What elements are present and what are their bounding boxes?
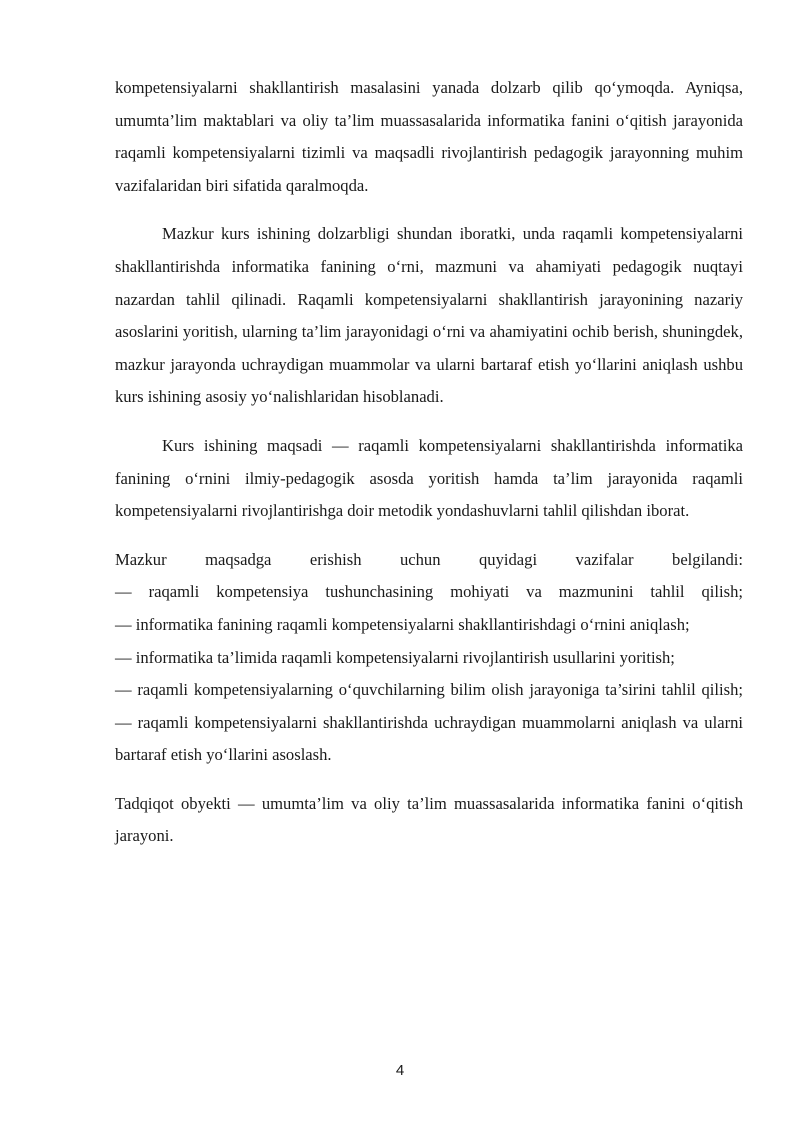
paragraph-relevance: Mazkur kurs ishining dolzarbligi shundan iboratki, unda raqamli kompetensiyalarni shakllantirishda informatika fanining o‘rni, mazmuni va ahamiyati pedagogik nuqtayi nazardan tahlil qilinadi. Raqamli kompetensiyalarni shakllantirish jarayonining nazariy asoslarini yoritish, ularning ta’lim jarayonidagi o‘rni va ahamiyatini ochib berish, shuningdek, mazkur jarayonda uchraydigan muammolar va ularni bartaraf etish yo‘llarini aniqlash ushbu kurs ishining asosiy yo‘nalishlaridan hisoblanadi.	[115, 224, 743, 407]
paragraph-purpose: Kurs ishining maqsadi — raqamli kompetensiyalarni shakllantirishda informatika fanining o‘rnini ilmiy-pedagogik asosda yoritish hamda ta’lim jarayonida raqamli kompetensiyalarni rivojlantirishga doir metodik yondashuvlarni tahlil qilishdan iborat.	[115, 435, 743, 521]
task-item: — raqamli kompetensiya tushunchasining mohiyati va mazmunini tahlil qilish;	[115, 582, 743, 602]
task-item: — raqamli kompetensiyalarning o‘quvchilarning bilim olish jarayoniga ta’sirini tahlil qilish;	[115, 680, 743, 700]
paragraph-research-object: Tadqiqot obyekti — umumta’lim va oliy ta’lim muassasalarida informatika fanini o‘qitish jarayoni.	[115, 793, 743, 846]
document-page	[115, 72, 743, 853]
tasks-intro: Mazkur maqsadga erishish uchun quyidagi vazifalar belgilandi:	[115, 549, 743, 569]
task-item: — informatika ta’limida raqamli kompetensiyalarni rivojlantirish usullarini yoritish;	[115, 647, 675, 667]
task-item: — informatika fanining raqamli kompetensiyalarni shakllantirishdagi o‘rnini aniqlash;	[115, 614, 690, 634]
paragraph-continuation: kompetensiyalarni shakllantirish masalasini yanada dolzarb qilib qo‘ymoqda. Ayniqsa, umumta’lim maktablari va oliy ta’lim muassasalarida informatika fanini o‘qitish jarayonida raqamli kompetensiyalarni tizimli va maqsadli rivojlantirish pedagogik jarayonning muhim vazifalaridan biri sifatida qaralmoqda.	[115, 78, 743, 195]
tasks-block	[115, 544, 743, 772]
page-number: 4	[395, 1062, 405, 1079]
task-item: — raqamli kompetensiyalarni shakllantirishda uchraydigan muammolarni aniqlash va ularni bartaraf etish yo‘llarini asoslash.	[115, 712, 743, 765]
